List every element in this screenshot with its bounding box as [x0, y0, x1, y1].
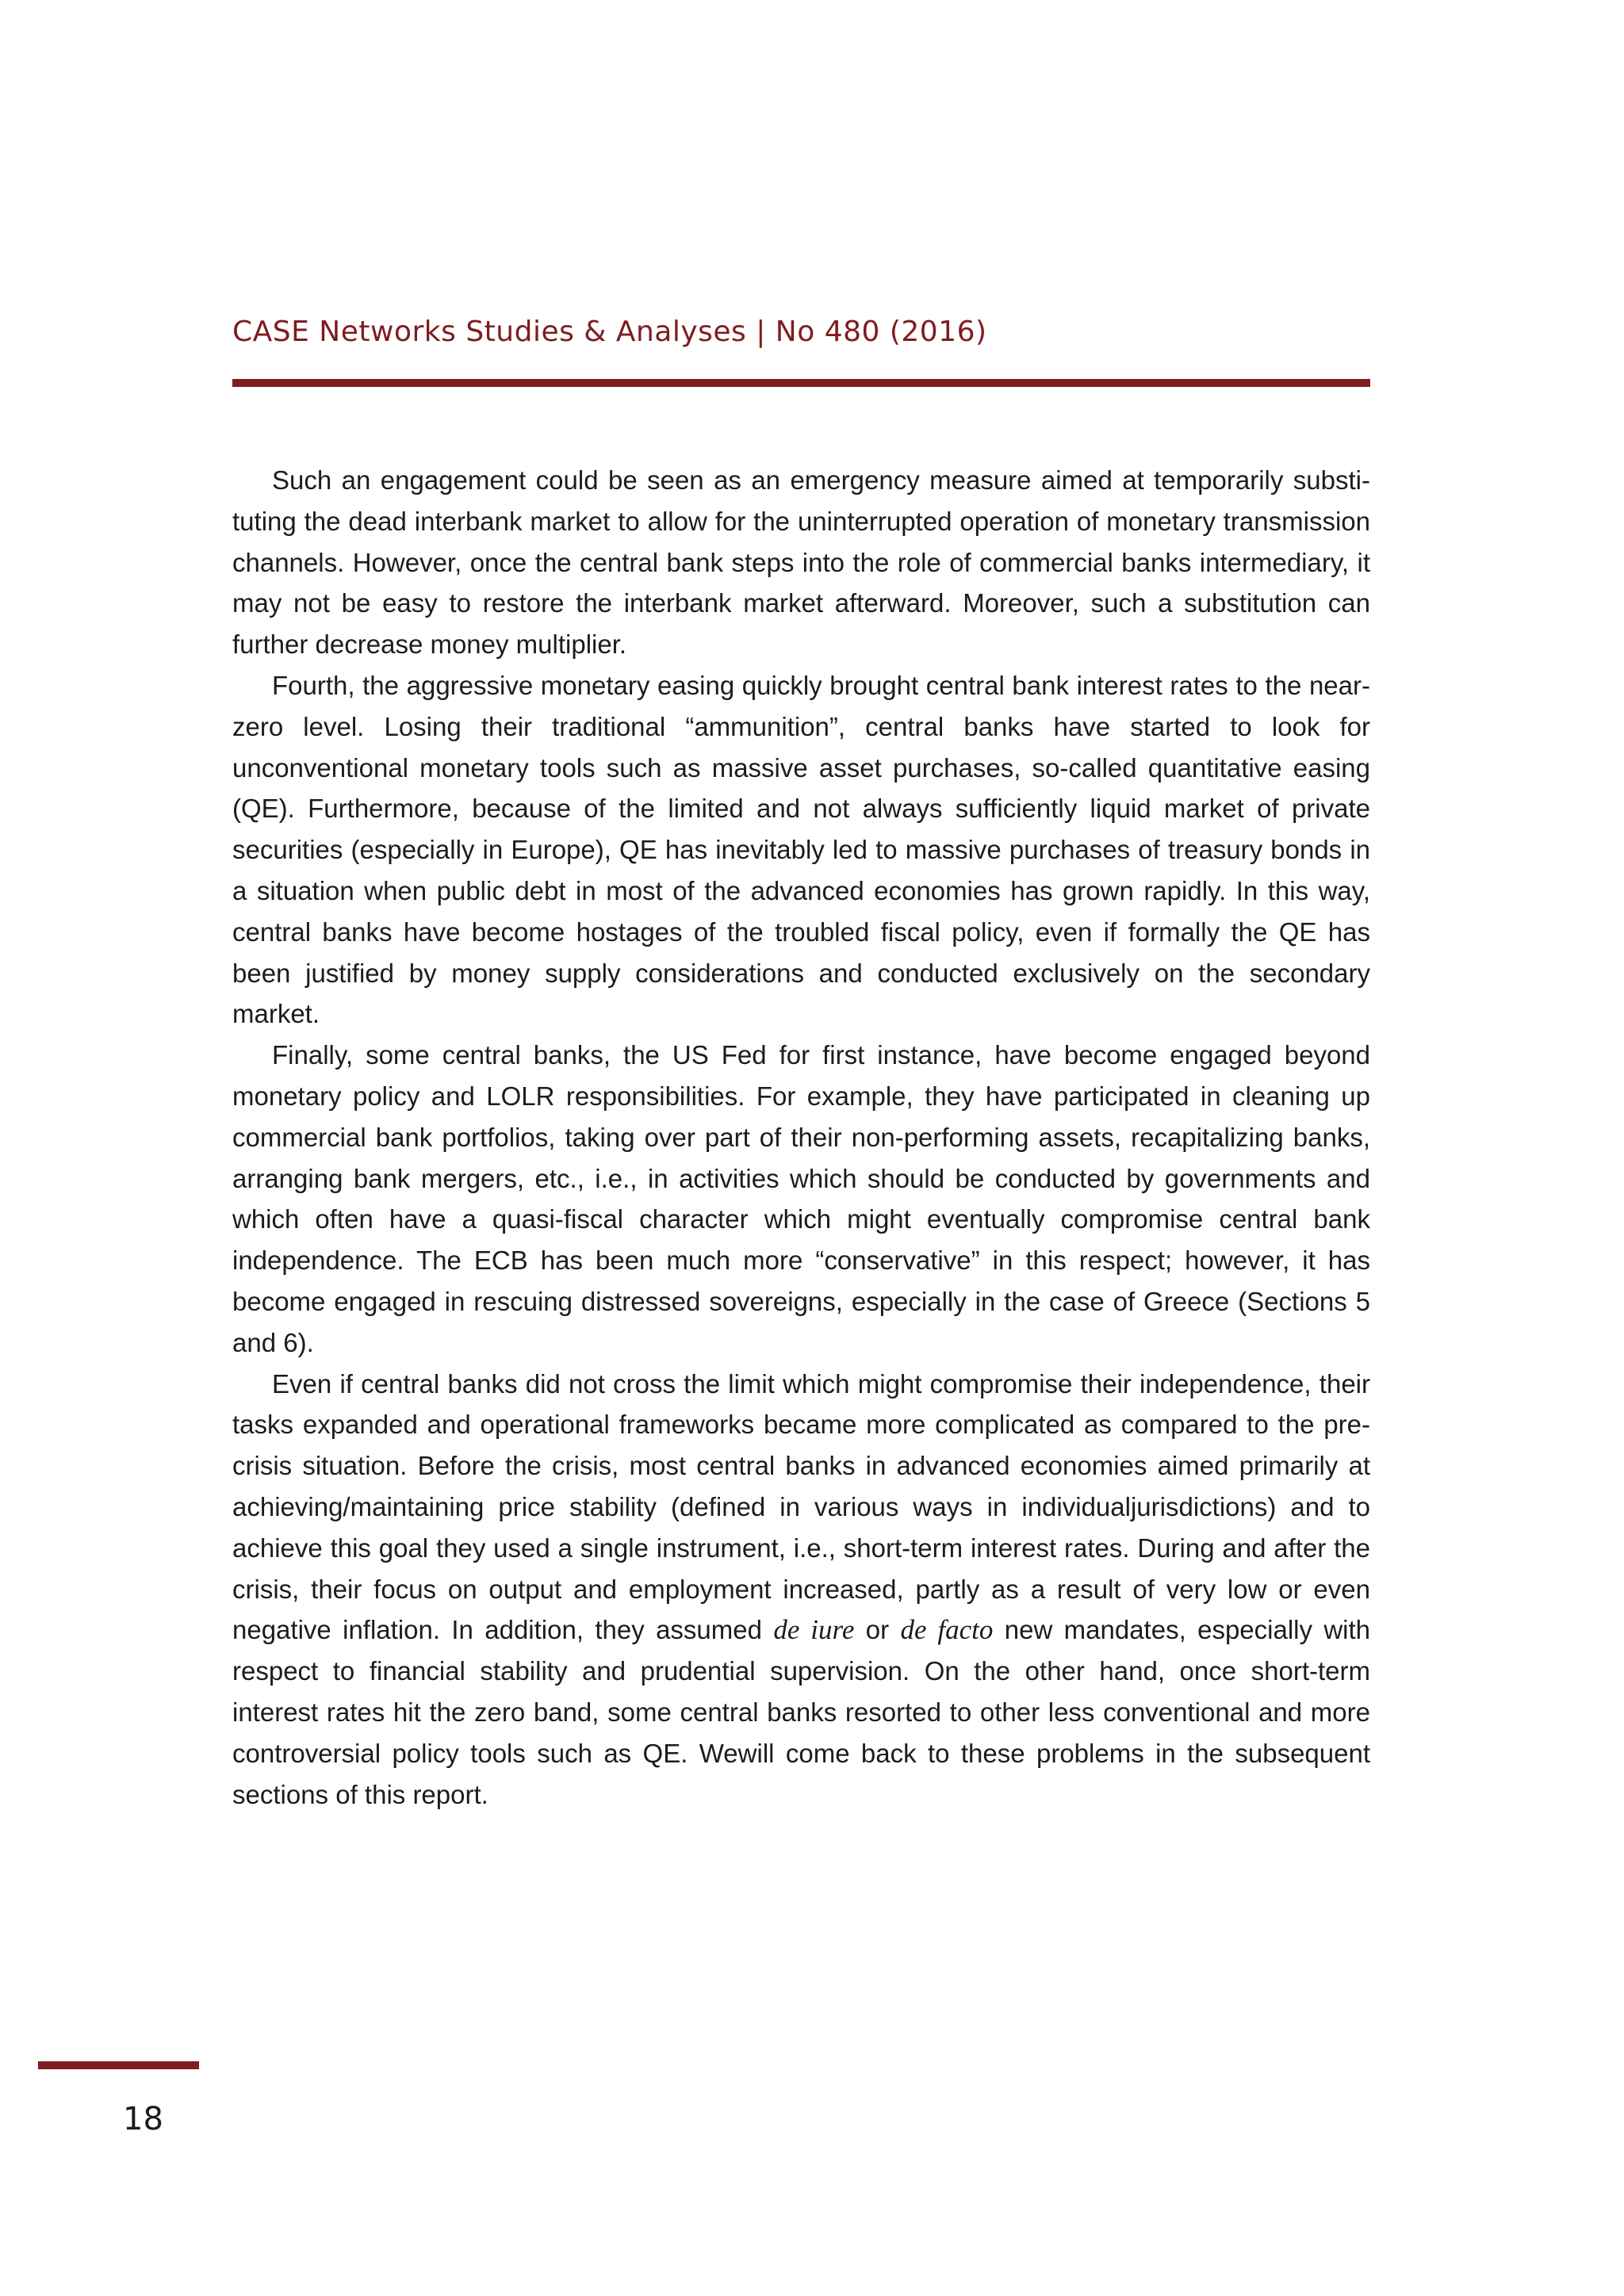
paragraph-4-text-a: Even if central banks did not cross the limit which might compromise their independence, their tasks expanded and operational frameworks became more complicated as compared to the pre-crisis situation. Before the crisis, most central banks in advanced economies aimed primarily at achieving/maintaining price stability (defined in various ways in individualjurisdictions) and to achieve this goal they used a single instrument, i.e., short-term interest rates. During and after the crisis, their focus on output and employment increased, partly as a result of very low or even negative inflation. In addition, they assumed	[232, 1368, 1370, 1645]
main-text	[232, 460, 1370, 1815]
running-header: CASE Networks Studies & Analyses | No 480 (2016)	[232, 316, 987, 348]
footer-divider	[38, 2061, 199, 2069]
italic-de-facto: de facto	[900, 1614, 994, 1646]
page-number: 18	[123, 2101, 163, 2137]
paragraph-4-text-b: new mandates, especially with respect to financial stability and prudential supervision. On the other hand, once short-term interest rates hit the zero band, some central banks resorted to other less conventional and more controversial policy tools such as QE. Wewill come back to these problems in the subsequent sections of this report.	[232, 1615, 1371, 1809]
paragraph-4	[232, 1364, 1370, 1816]
paragraph-3: Finally, some central banks, the US Fed for first instance, have become engaged beyond monetary policy and LOLR responsibilities. For example, they have participated in cleaning up commercial bank portfolios, taking over part of their non-performing assets, recapitalizing banks, arranging bank mergers, etc., i.e., in activities which should be conducted by governments and which often have a quasi-fiscal character which might eventually compromise central bank independence. The ECB has been much more “conservative” in this respect; however, it has become engaged in rescuing distressed sovereigns, especially in the case of Greece (Sections 5 and 6).	[232, 1040, 1370, 1357]
header-divider	[232, 379, 1370, 387]
italic-de-iure: de iure	[773, 1614, 855, 1646]
paragraph-1: Such an engagement could be seen as an emergency measure aimed at temporarily substituting the dead interbank market to allow for the uninterrupted operation of monetary transmission channels. However, once the central bank steps into the role of commercial banks intermediary, it may not be easy to restore the interbank market afterward. Moreover, such a substitution can further decrease money multiplier.	[232, 465, 1370, 660]
paragraph-4-or: or	[865, 1615, 890, 1645]
paragraph-2: Fourth, the aggressive monetary easing quickly brought central bank interest rates to the near- zero level. Losing their traditional “ammunition”, central banks have started to look for unconventional monetary tools such as massive asset purchases, so-called quantitative easing (QE). Furthermore, because of the limited and not always sufficiently liquid market of private securities (especially in Europe), QE has inevitably led to massive purchases of treasury bonds in a situation when public debt in most of the advanced economies has grown rapidly. In this way, central banks have become hostages of the troubled fiscal policy, even if formally the QE has been justified by money supply considerations and conducted exclusively on the secondary market.	[232, 670, 1370, 1029]
